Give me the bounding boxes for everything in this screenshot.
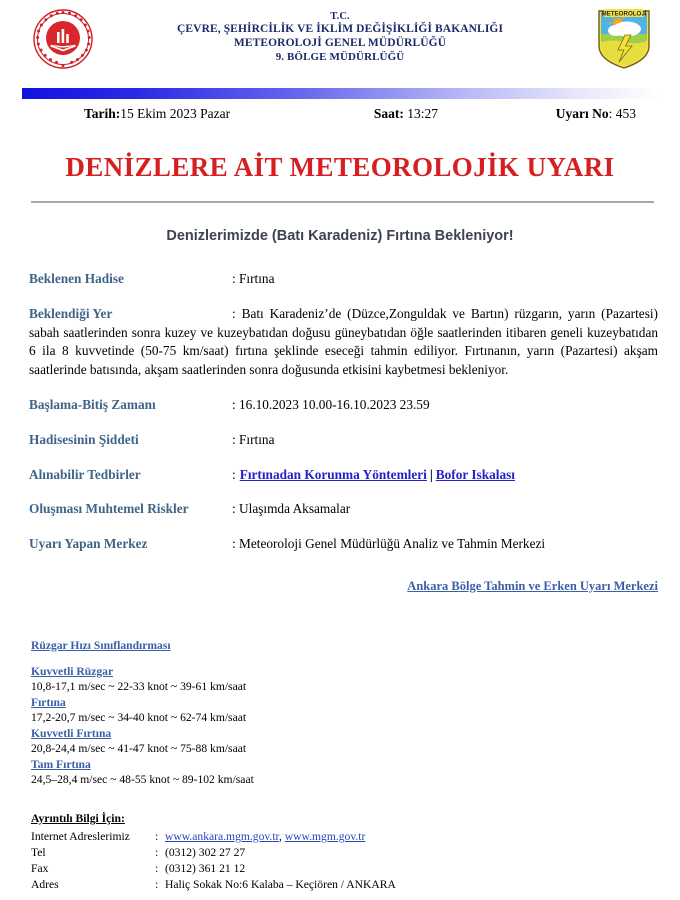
contact-colon: : bbox=[155, 845, 159, 859]
wind-category-value-kuvvetli-firtina: 20,8-24,4 m/sec ~ 41-47 knot ~ 75-88 km/saat bbox=[31, 741, 247, 755]
contact-value-adres: Haliç Sokak No:6 Kalaba – Keçiören / ANKARA bbox=[165, 877, 396, 891]
label-alinabilir-tedbirler: Alınabilir Tedbirler bbox=[29, 466, 141, 482]
field-row-alinabilir-tedbirler bbox=[29, 466, 670, 484]
ministry-line-2: ÇEVRE, ŞEHİRCİLİK VE İKLİM DEĞİŞİKLİĞİ BAKANLIĞI bbox=[176, 23, 504, 36]
label-muhtemel-riskler: Oluşması Muhtemel Riskler bbox=[29, 501, 189, 517]
field-row-beklendigi-yer bbox=[29, 305, 670, 381]
contact-row-internet bbox=[31, 829, 680, 845]
link-bofor-iskalasi[interactable]: Bofor Iskalası bbox=[435, 466, 515, 482]
url-separator: , bbox=[278, 829, 282, 843]
meta-warning-number-label: Uyarı No bbox=[555, 106, 609, 121]
meta-time bbox=[230, 106, 556, 122]
blue-gradient-divider bbox=[22, 88, 658, 99]
contact-row-fax bbox=[31, 861, 680, 877]
wind-category-name-kuvvetli-ruzgar[interactable]: Kuvvetli Rüzgar bbox=[31, 664, 114, 678]
wind-category-value-kuvvetli-ruzgar: 10,8-17,1 m/sec ~ 22-33 knot ~ 39-61 km/saat bbox=[31, 679, 247, 693]
wind-classification-section bbox=[0, 638, 680, 788]
meta-date bbox=[84, 106, 230, 122]
contact-key-internet: Internet Adreslerimiz bbox=[31, 829, 130, 843]
meta-warning-number bbox=[556, 106, 636, 122]
label-uyari-yapan-merkez: Uyarı Yapan Merkez bbox=[29, 535, 148, 551]
link-ankara-bolge-tahmin-merkezi[interactable]: Ankara Bölge Tahmin ve Erken Uyarı Merkezi bbox=[407, 578, 658, 593]
title-divider-rule bbox=[31, 201, 654, 203]
value-muhtemel-riskler: : Ulaşımda Aksamalar bbox=[232, 501, 351, 517]
contact-row-adres bbox=[31, 877, 680, 893]
meta-warning-number-value: : 453 bbox=[608, 106, 636, 121]
turkish-ministry-emblem-icon bbox=[32, 8, 94, 70]
link-mgm-url[interactable]: www.mgm.gov.tr bbox=[284, 829, 366, 843]
link-firtinadan-korunma-yontemleri[interactable]: Fırtınadan Korunma Yöntemleri bbox=[239, 466, 427, 482]
ministry-title-block bbox=[0, 4, 680, 63]
tedbirler-separator: | bbox=[429, 466, 433, 482]
value-hadise-siddeti: : Fırtına bbox=[232, 431, 275, 447]
contact-key-adres: Adres bbox=[31, 877, 59, 891]
label-baslama-bitis-zamani: Başlama-Bitiş Zamanı bbox=[29, 397, 156, 413]
value-beklenen-hadise: : Fırtına bbox=[232, 271, 275, 286]
contact-section bbox=[0, 811, 680, 892]
document-meta-row bbox=[0, 106, 680, 122]
wind-category-name-firtina[interactable]: Fırtına bbox=[31, 695, 66, 709]
wind-classification-heading[interactable]: Rüzgar Hızı Sınıflandırması bbox=[31, 638, 171, 652]
wind-category-value-firtina: 17,2-20,7 m/sec ~ 34-40 knot ~ 62-74 km/saat bbox=[31, 710, 247, 724]
field-row-uyari-yapan-merkez bbox=[29, 535, 670, 553]
meta-date-value: 15 Ekim 2023 Pazar bbox=[120, 106, 231, 121]
ministry-line-1: T.C. bbox=[330, 11, 350, 22]
contact-value-tel: (0312) 302 27 27 bbox=[165, 845, 246, 859]
label-beklendigi-yer: Beklendiği Yer bbox=[29, 305, 113, 321]
wind-category-item bbox=[31, 757, 680, 787]
contact-colon: : bbox=[155, 861, 159, 875]
document-header bbox=[0, 0, 680, 82]
label-hadise-siddeti: Hadisesinin Şiddeti bbox=[29, 431, 139, 447]
field-row-hadise-siddeti bbox=[29, 431, 670, 449]
ministry-line-3: METEOROLOJİ GENEL MÜDÜRLÜĞÜ bbox=[233, 36, 447, 49]
ministry-line-4: 9. BÖLGE MÜDÜRLÜĞÜ bbox=[275, 50, 405, 63]
value-uyari-yapan-merkez: : Meteoroloji Genel Müdürlüğü Analiz ve Tahmin Merkezi bbox=[232, 535, 546, 551]
label-beklenen-hadise: Beklenen Hadise bbox=[29, 271, 124, 286]
tedbirler-colon: : bbox=[232, 466, 236, 482]
field-row-baslama-bitis-zamani bbox=[29, 396, 670, 414]
contact-row-tel bbox=[31, 845, 680, 861]
signature-center-line bbox=[29, 579, 658, 594]
meta-time-value: 13:27 bbox=[407, 106, 438, 121]
warning-fields bbox=[0, 270, 680, 594]
meteoroloji-shield-icon bbox=[596, 8, 652, 70]
field-row-muhtemel-riskler bbox=[29, 500, 670, 518]
value-alinabilir-tedbirler bbox=[232, 466, 515, 484]
value-baslama-bitis-zamani: : 16.10.2023 10.00-16.10.2023 23.59 bbox=[232, 397, 430, 413]
page-subtitle: Denizlerimizde (Batı Karadeniz) Fırtına Bekleniyor! bbox=[166, 228, 514, 244]
contact-colon: : bbox=[155, 829, 159, 843]
contact-colon: : bbox=[155, 877, 159, 891]
wind-category-name-tam-firtina[interactable]: Tam Fırtına bbox=[31, 757, 91, 771]
svg-text:METEOROLOJİ: METEOROLOJİ bbox=[601, 10, 647, 18]
contact-key-fax: Fax bbox=[31, 861, 49, 875]
wind-category-value-tam-firtina: 24,5–28,4 m/sec ~ 48-55 knot ~ 89-102 km/saat bbox=[31, 773, 254, 787]
contact-value-internet bbox=[165, 829, 365, 845]
page-title: DENİZLERE AİT METEOROLOJİK UYARI bbox=[65, 152, 615, 182]
contact-value-fax: (0312) 361 21 12 bbox=[165, 861, 246, 875]
link-ankara-mgm-url[interactable]: www.ankara.mgm.gov.tr bbox=[165, 829, 279, 843]
meta-time-label: Saat: bbox=[373, 106, 404, 121]
wind-category-item bbox=[31, 664, 680, 694]
contact-key-tel: Tel bbox=[31, 845, 46, 859]
contact-heading: Ayrıntılı Bilgi İçin: bbox=[31, 812, 125, 826]
field-row-beklenen-hadise bbox=[29, 270, 670, 288]
wind-category-item bbox=[31, 695, 680, 725]
value-beklendigi-yer: : Batı Karadeniz’de (Düzce,Zonguldak ve Bartın) rüzgarın, yarın (Pazartesi) sabah saatlerinden sonra kuzey ve kuzeybatıdan doğusu güneybatıdan öğle saatlerinden itibaren geneli kuzeybatıdan 6 ila 8 kuvvetinde (50-75 km/saat) fırtına şeklinde eseceği tahmin ediliyor. Fırtınanın, yarın (Pazartesi) akşam saatlerinde batısında, akşam saatlerinden sonra doğusunda etkisini kaybetmesi bekleniyor. bbox=[29, 305, 658, 378]
meta-date-label: Tarih: bbox=[84, 106, 121, 121]
wind-category-name-kuvvetli-firtina[interactable]: Kuvvetli Fırtına bbox=[31, 726, 112, 740]
wind-category-item bbox=[31, 726, 680, 756]
